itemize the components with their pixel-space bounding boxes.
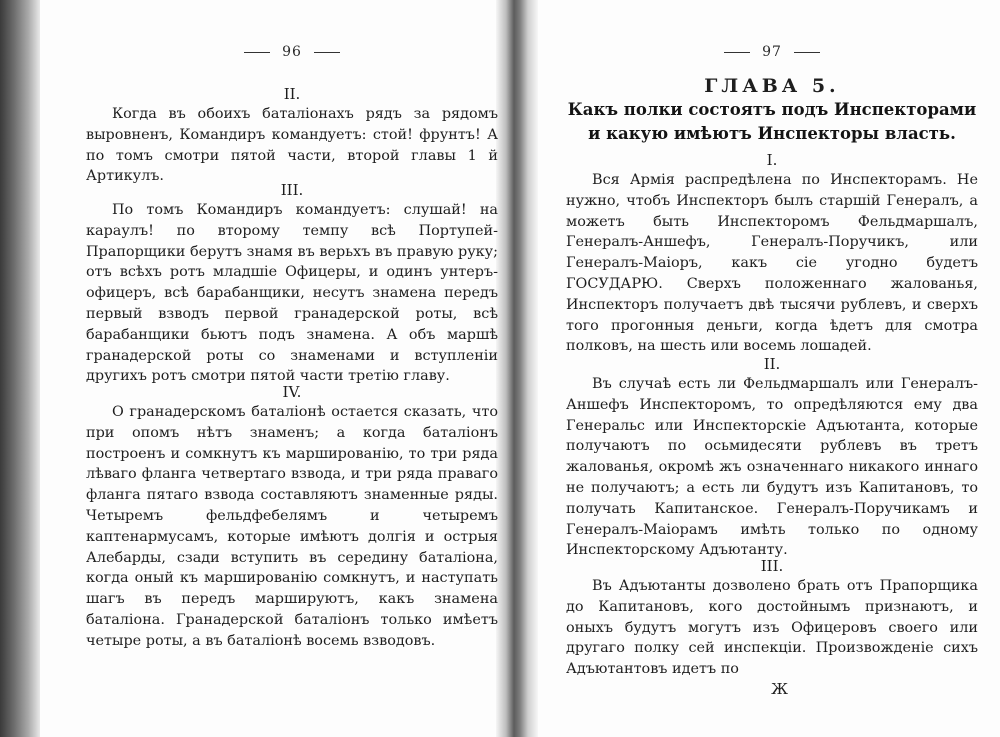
catchword: Ж [771, 679, 788, 698]
right-page-number-header [566, 44, 978, 60]
left-page-edge-shadow [0, 0, 40, 737]
section-text: Когда въ обоихъ баталіонахъ рядъ за рядомъ выровненъ, Командиръ командуетъ: стой! фрунтъ! А по томъ смотри пятой части, второй главы 1 й Артикулъ. [86, 106, 498, 185]
section-numeral: I. [766, 151, 778, 169]
chapter-number: ГЛАВА 5. [704, 75, 840, 97]
chapter-title: Какъ полки состоятъ подъ Инспекторами и какую имѣютъ Инспекторы власть. [567, 100, 977, 143]
page-number: 96 [282, 44, 302, 60]
section-text: О гранадерскомъ баталіонѣ остается сказать, что при опомъ нѣтъ знаменъ; а когда баталіонъ построенъ и сомкнутъ къ маршированію, то три ряда лѣваго фланга четвертаго взвода, и три ряда праваго фланга пятаго взвода составляютъ знаменные ряды. Четыремъ фельдфебелямъ и четыремъ каптенармусамъ, которые имѣютъ долгія и острыя Алебарды, сзади вступить въ середину баталіона, когда оный къ маршированію сомкнутъ, и наступать шагъ въ передъ маршируютъ, какъ знамена баталіона. Гранадерской баталіонъ только имѣетъ четыре роты, а въ баталіонѣ восемь взводовъ. [86, 404, 498, 649]
header-rule [314, 52, 340, 53]
section-numeral: II. [763, 355, 781, 373]
section-4 [86, 382, 498, 652]
section-text: Въ Адъютанты дозволено брать отъ Прапорщика до Капитановъ, кого достойнымъ признаютъ, и оныхъ будутъ могутъ изъ Офицеровъ своего или другаго полку сей инспекціи. Произвожденіе сихъ Адъютантовъ идетъ по [566, 578, 978, 678]
section-numeral: III. [280, 181, 304, 199]
section-text: Въ случаѣ есть ли Фельдмаршалъ или Генералъ-Аншефъ Инспекторомъ, то опредѣляются ему два Генеральс или Инспекторскіе Адъютанта, которые получаютъ по осьмидесяти рублевъ въ третъ жалованья, окромѣ жъ означеннаго никакого иннаго не получаютъ; а есть ли будутъ изъ Капитановъ, то получать Капитанское. Генералъ-Поручикамъ и Генералъ-Маіорамъ имѣть только по одному Инспекторскому Адъютанту. [566, 376, 978, 559]
section-text: Вся Армія распредѣлена по Инспекторамъ. Не нужно, чтобъ Инспекторъ былъ старшій Генералъ, а можетъ быть Инспекторомъ Фельдмаршалъ, Генералъ-Аншефъ, Генералъ-Поручикъ, или Генералъ-Маіоръ, какъ сіе угодно будетъ ГОСУДАРЮ. Сверхъ положеннаго жалованья, Инспекторъ получаетъ двѣ тысячи рублевъ, и сверхъ того прогонныя деньги, когда ѣдетъ для смотра полковъ, на шесть или восемь лошадей. [566, 172, 978, 355]
chapter-heading [566, 74, 978, 146]
section-1 [566, 150, 978, 357]
left-page-number-header [86, 44, 498, 60]
section-3 [566, 556, 978, 698]
section-3 [86, 180, 498, 387]
header-rule [794, 52, 820, 53]
left-page [86, 0, 498, 737]
header-rule [724, 52, 750, 53]
section-text: По томъ Командиръ командуетъ: слушай! на караулъ! по второму темпу всѣ Портупей-Прапорщики берутъ знамя въ верьхъ въ правую руку; отъ всѣхъ ротъ младшіе Офицеры, и одинъ унтеръ-офицеръ, всѣ барабанщики, несутъ знамена передъ первый взводъ первой гранадерской роты, всѣ барабанщики бьютъ подъ знамена. А объ маршѣ гранадерской роты со знаменами и вступленіи другихъ ротъ смотри пятой части третію главу. [86, 202, 498, 385]
section-numeral: II. [283, 85, 301, 103]
section-2 [86, 84, 498, 187]
section-numeral: III. [760, 557, 784, 575]
book-spine-shadow [496, 0, 538, 737]
section-2 [566, 354, 978, 561]
right-page [566, 0, 978, 737]
section-numeral: IV. [282, 383, 302, 401]
page-number: 97 [762, 44, 782, 60]
header-rule [244, 52, 270, 53]
